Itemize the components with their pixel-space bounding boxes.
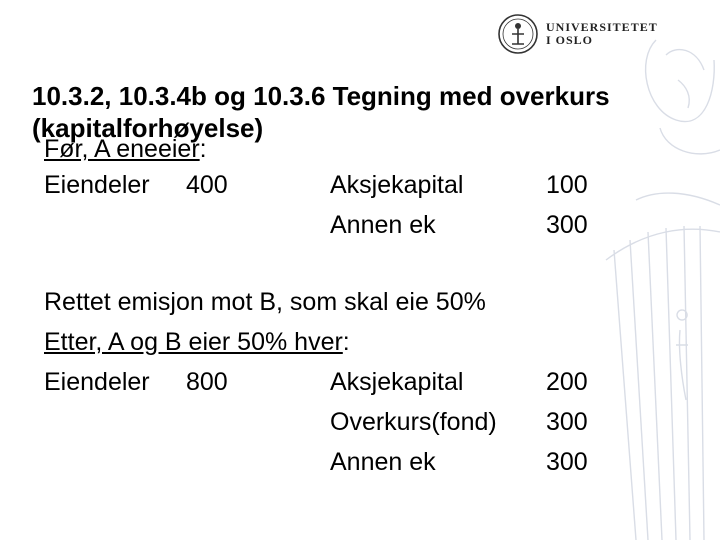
after-heading-colon: : (342, 328, 350, 356)
university-logo (498, 12, 658, 56)
before-assets-value: 400 (186, 171, 228, 199)
before-heading-text: Før, A eneeier (44, 135, 200, 163)
after-heading (44, 327, 350, 357)
university-seal-icon (498, 12, 538, 56)
slide-title: 10.3.2, 10.3.4b og 10.3.6 Tegning med overkurs (kapitalforhøyelse) (32, 81, 610, 143)
after-equity-value-3: 300 (546, 448, 588, 476)
after-assets-value: 800 (186, 368, 228, 396)
after-equity-label-1: Aksjekapital (330, 368, 464, 396)
before-heading (44, 134, 207, 164)
before-equity-value-1: 100 (546, 171, 588, 199)
emission-text: Rettet emisjon mot B, som skal eie 50% (44, 288, 486, 316)
after-equity-value-1: 200 (546, 368, 588, 396)
before-equity-value-2: 300 (546, 211, 588, 239)
logo-line-1: UNIVERSITETET (546, 20, 658, 34)
before-equity-label-2: Annen ek (330, 211, 436, 239)
after-heading-text: Etter, A og B eier 50% hver (44, 328, 343, 356)
after-equity-value-2: 300 (546, 408, 588, 436)
before-heading-colon: : (199, 135, 207, 163)
before-equity-label-1: Aksjekapital (330, 171, 464, 199)
before-assets-label: Eiendeler (44, 171, 150, 199)
after-equity-label-3: Annen ek (330, 448, 436, 476)
logo-line-2: I OSLO (546, 33, 594, 47)
logo-wordmark (546, 21, 658, 47)
after-assets-label: Eiendeler (44, 368, 150, 396)
after-equity-label-2: Overkurs(fond) (330, 408, 497, 436)
